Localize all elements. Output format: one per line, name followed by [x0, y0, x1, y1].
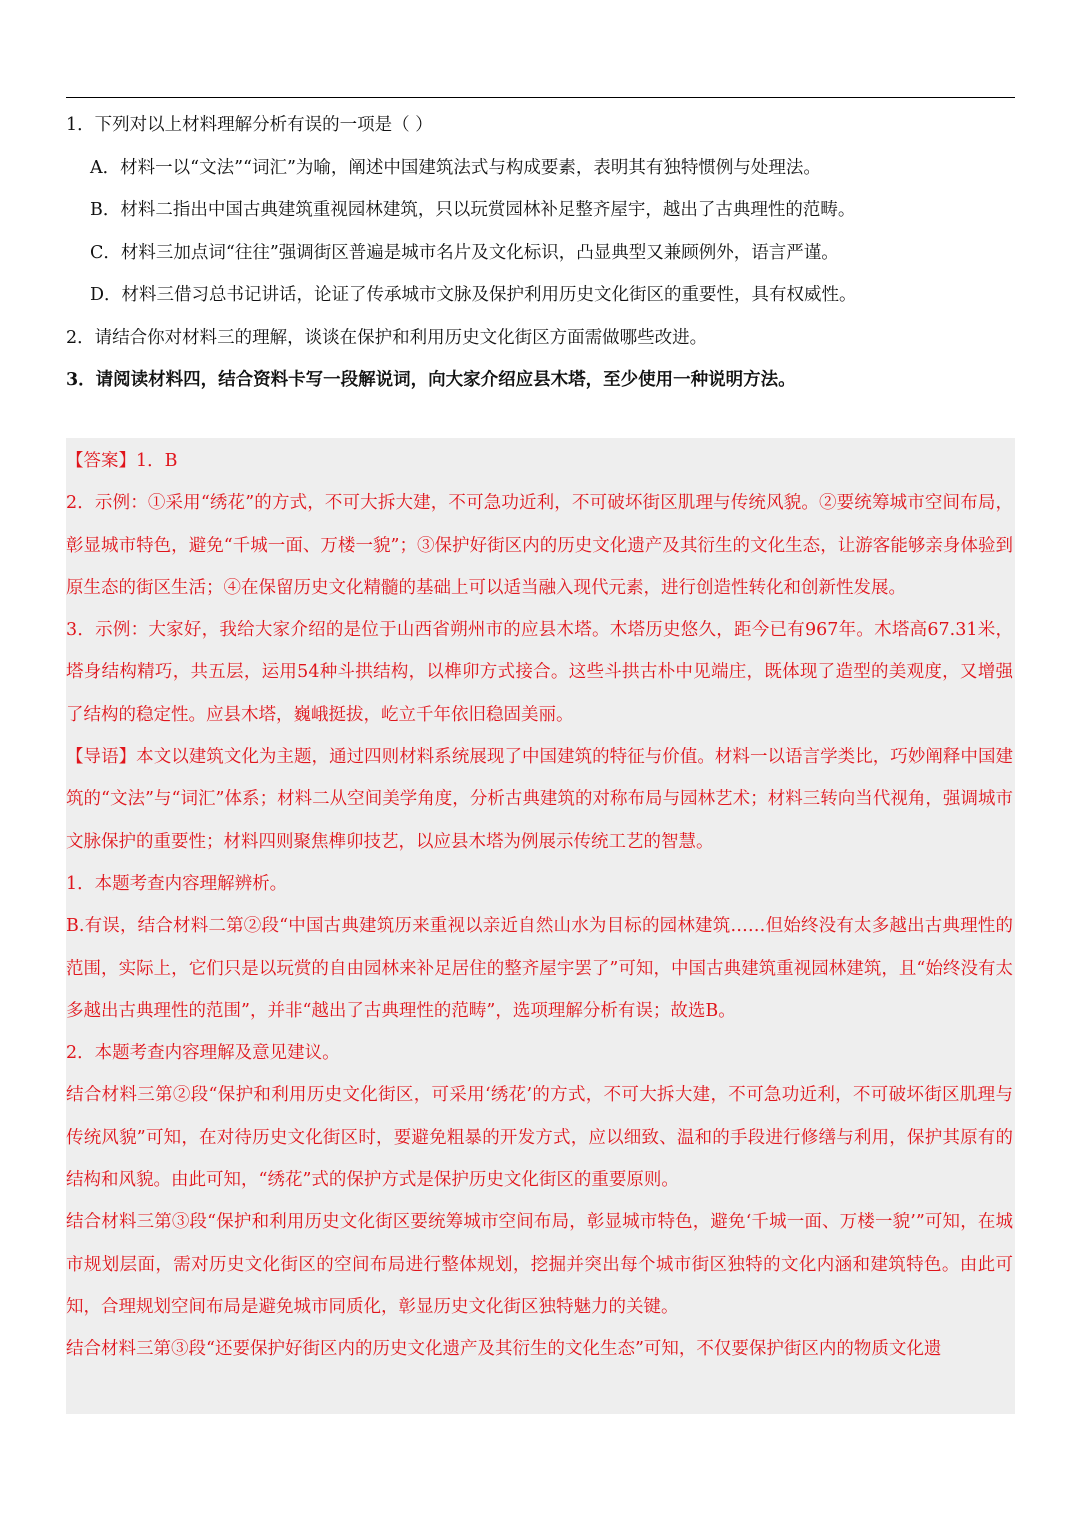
- analysis-paragraph-1: B.有误，结合材料二第②段“中国古典建筑历来重视以亲近自然山水为目标的园林建筑……但始终没有太多越出古典理性的范围，实际上，它们只是以玩赏的自由园林来补足居住的整齐屋宇罢了”可知，中国古典建筑重视园林建筑，且“始终没有太多越出古典理性的范围”，并非“越出了古典理性的范畴”，选项理解分析有误；故选B。: [66, 916, 1013, 1021]
- header-rule: [66, 97, 1015, 98]
- option-c: C．材料三加点词“往往”强调街区普遍是城市名片及文化标识，凸显典型又兼顾例外，语言严谨。: [90, 242, 839, 263]
- answer-2: 2．示例：①采用“绣花”的方式，不可大拆大建，不可急功近利，不可破坏街区肌理与传统风貌。②要统筹城市空间布局，彰显城市特色，避免“千城一面、万楼一貌”；③保护好街区内的历史文化遗产及其衍生的文化生态，让游客能够亲身体验到原生态的街区生活；④在保留历史文化精髓的基础上可以适当融入现代元素，进行创造性转化和创新性发展。: [66, 493, 1013, 598]
- question-1: 1．下列对以上材料理解分析有误的一项是（ ）: [66, 115, 433, 135]
- guide-paragraph: [66, 736, 1015, 863]
- analysis-paragraph-4: 结合材料三第③段“还要保护好街区内的历史文化遗产及其衍生的文化生态”可知，不仅要保护街区内的物质文化遗: [66, 1339, 942, 1360]
- analysis-paragraph-2: 结合材料三第②段“保护和利用历史文化街区，可采用‘绣花’的方式，不可大拆大建，不可急功近利，不可破坏街区肌理与传统风貌”可知，在对待历史文化街区时，要避免粗暴的开发方式，应以细致、温和的手段进行修缮与利用，保护其原有的结构和风貌。由此可知，“绣花”式的保护方式是保护历史文化街区的重要原则。: [66, 1085, 1013, 1191]
- option-b: B．材料二指出中国古典建筑重视园林建筑，只以玩赏园林补足整齐屋宇，越出了古典理性的范畴。: [90, 200, 856, 220]
- answer-box: [66, 438, 1015, 1414]
- guide-text: 本文以建筑文化为主题，通过四则材料系统展现了中国建筑的特征与价值。材料一以语言学类比，巧妙阐释中国建筑的“文法”与“词汇”体系；材料二从空间美学角度，分析古典建筑的对称布局与园林艺术；材料三转向当代视角，强调城市文脉保护的重要性；材料四则聚焦榫卯技艺，以应县木塔为例展示传统工艺的智慧。: [66, 747, 1014, 852]
- option-a: A．材料一以“文法”“词汇”为喻，阐述中国建筑法式与构成要素，表明其有独特惯例与处理法。: [90, 157, 821, 178]
- answer-label: 【答案】: [66, 451, 136, 471]
- analysis-paragraph-3: 结合材料三第③段“保护和利用历史文化街区要统筹城市空间布局，彰显城市特色，避免‘千城一面、万楼一貌’”可知，在城市规划层面，需对历史文化街区的空间布局进行整体规划，挖掘并突出每个城市街区独特的文化内涵和建筑特色。由此可知，合理规划空间布局是避免城市同质化，彰显历史文化街区独特魅力的关键。: [66, 1212, 1013, 1317]
- answer-3: 3．示例：大家好，我给大家介绍的是位于山西省朔州市的应县木塔。木塔历史悠久，距今已有967年。木塔高67.31米，塔身结构精巧，共五层，运用54种斗拱结构，以榫卯方式接合。这些斗拱古朴中见端庄，既体现了造型的美观度，又增强了结构的稳定性。应县木塔，巍峨挺拔，屹立千年依旧稳固美丽。: [66, 620, 1013, 725]
- analysis-heading-1: 1．本题考查内容理解辨析。: [66, 873, 288, 894]
- guide-label: 【导语】: [66, 747, 137, 768]
- answer-line: [66, 440, 1015, 482]
- question-3: 3．请阅读材料四，结合资料卡写一段解说词，向大家介绍应县木塔，至少使用一种说明方法。: [66, 370, 796, 390]
- analysis-heading-2: 2．本题考查内容理解及意见建议。: [66, 1043, 340, 1064]
- answer-1: 1．B: [136, 451, 178, 471]
- question-2: 2．请结合你对材料三的理解，谈谈在保护和利用历史文化街区方面需做哪些改进。: [66, 327, 708, 348]
- question-list: [66, 104, 1016, 402]
- option-d: D．材料三借习总书记讲话，论证了传承城市文脉及保护利用历史文化街区的重要性，具有权威性。: [90, 285, 857, 305]
